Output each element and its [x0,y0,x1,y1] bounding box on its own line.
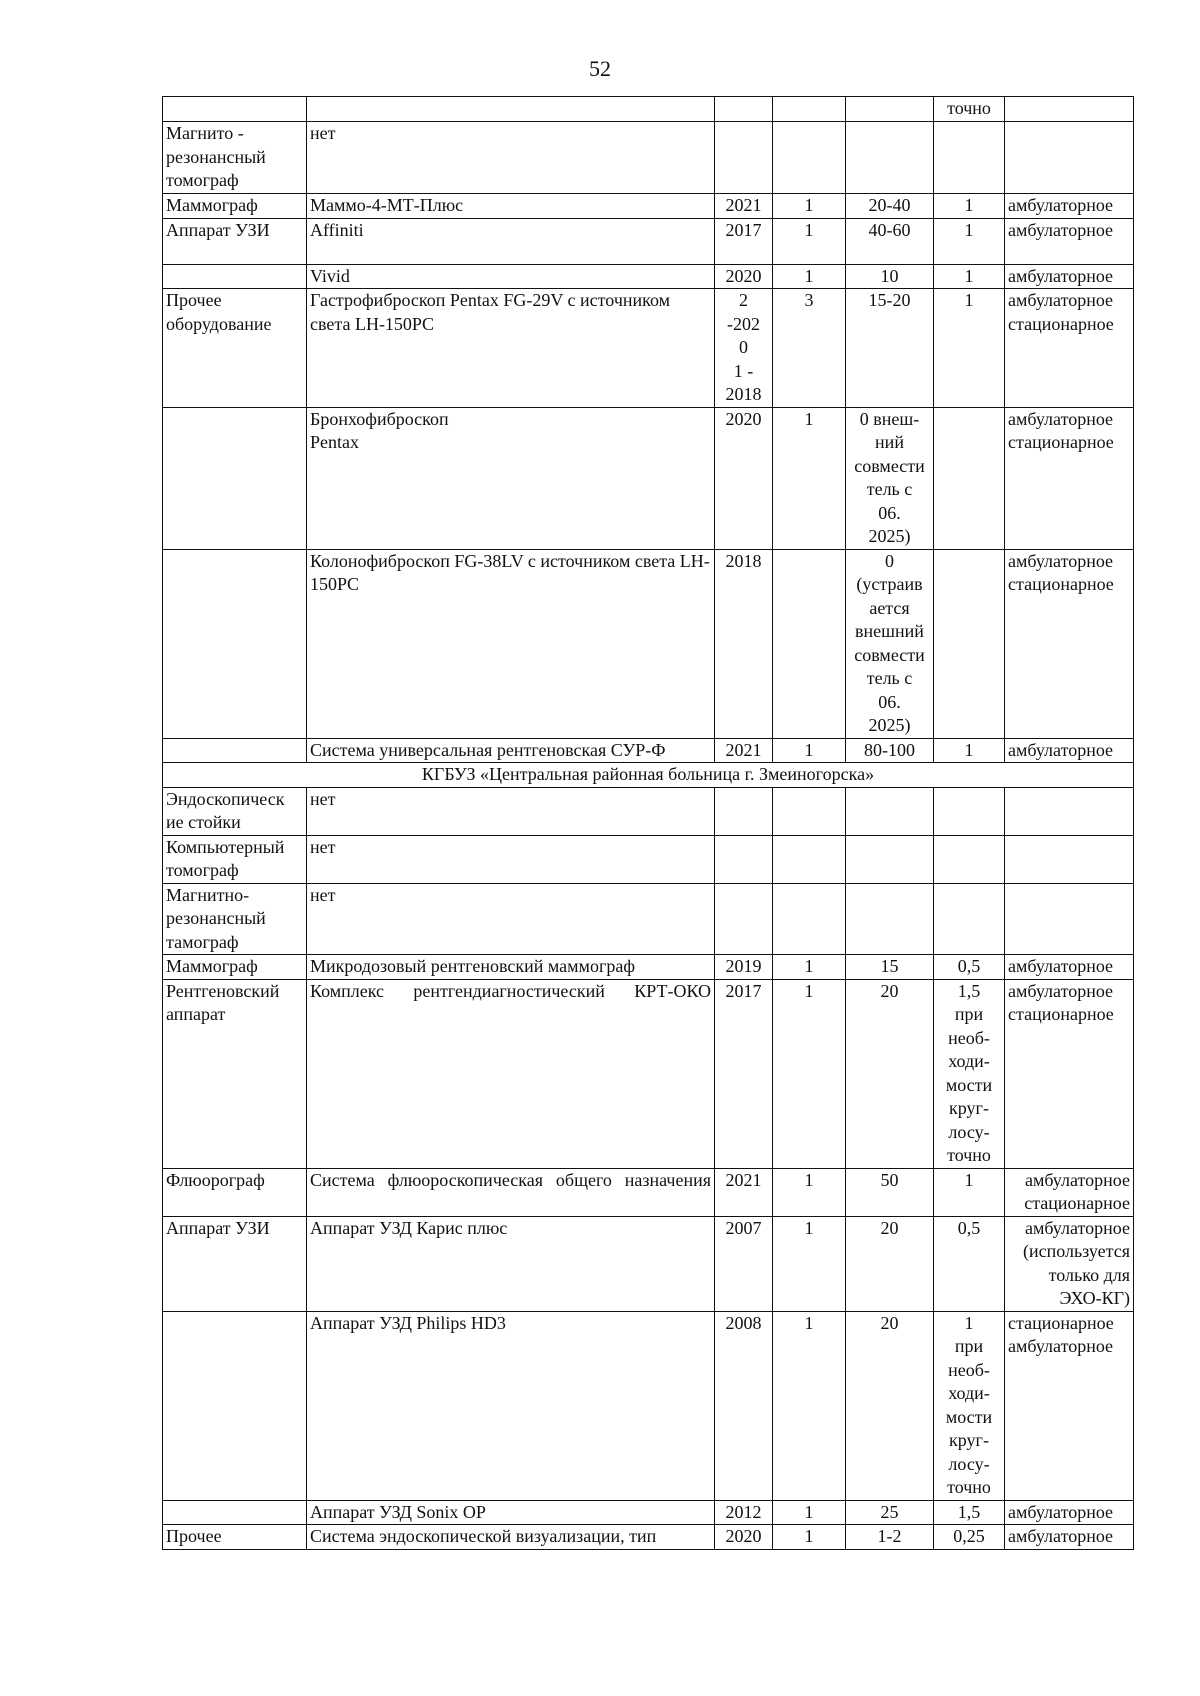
cell-mode: амбулаторное [1005,738,1134,763]
table-row [163,549,1134,738]
cell-year: 2007 [715,1216,773,1311]
cell-load: 25 [846,1500,934,1525]
cell-load [846,97,934,122]
cell-model: Система универсальная рентгеновская СУР-Ф [307,738,715,763]
cell-load: 50 [846,1168,934,1216]
cell-type [163,97,307,122]
cell-year: 2017 [715,979,773,1168]
table-row [163,218,1134,264]
cell-type: Маммограф [163,194,307,219]
cell-mode [1005,835,1134,883]
cell-model: нет [307,883,715,955]
table-row [163,264,1134,289]
table-row [163,194,1134,219]
cell-model [307,97,715,122]
cell-count: 1 [773,264,846,289]
cell-load: 1-2 [846,1525,934,1550]
cell-model: Микродозовый рентгеновский маммограф [307,955,715,980]
cell-year: 2012 [715,1500,773,1525]
cell-shift: 0,5 [934,955,1005,980]
cell-count: 1 [773,1500,846,1525]
cell-shift [934,835,1005,883]
cell-model: Аппарат УЗД Карис плюс [307,1216,715,1311]
cell-year: 2021 [715,738,773,763]
cell-count: 1 [773,194,846,219]
cell-year: 2019 [715,955,773,980]
cell-year: 2008 [715,1311,773,1500]
cell-count: 3 [773,289,846,408]
cell-shift: 0,5 [934,1216,1005,1311]
cell-shift: 1 [934,289,1005,408]
cell-model: Affiniti [307,218,715,264]
cell-count: 1 [773,218,846,264]
cell-mode: амбулаторное [1005,1525,1134,1550]
cell-type [163,407,307,549]
cell-model: Vivid [307,264,715,289]
cell-mode: амбулаторное стационарное [1005,1168,1134,1216]
cell-type: Прочее оборудование [163,289,307,408]
cell-shift [934,549,1005,738]
cell-mode: амбулаторное (используется только для ЭХО-КГ) [1005,1216,1134,1311]
table-row [163,763,1134,788]
cell-count [773,835,846,883]
cell-mode: амбулаторное [1005,264,1134,289]
cell-year [715,883,773,955]
cell-count [773,883,846,955]
cell-type: Флюорограф [163,1168,307,1216]
cell-load: 20 [846,979,934,1168]
table-row [163,1216,1134,1311]
cell-type [163,738,307,763]
cell-type: Аппарат УЗИ [163,218,307,264]
table-row [163,407,1134,549]
cell-year [715,97,773,122]
cell-count: 1 [773,955,846,980]
cell-model: нет [307,122,715,194]
cell-shift: 1 при необ- ходи- мости круг- лосу- точно [934,1311,1005,1500]
cell-type: Компьютерный томограф [163,835,307,883]
cell-year: 2021 [715,194,773,219]
cell-year: 2 -202 0 1 - 2018 [715,289,773,408]
cell-year [715,122,773,194]
cell-load: 20 [846,1311,934,1500]
cell-load [846,835,934,883]
cell-shift: 1 [934,264,1005,289]
cell-load: 20 [846,1216,934,1311]
cell-model: Аппарат УЗД Philips HD3 [307,1311,715,1500]
cell-type [163,1500,307,1525]
cell-type [163,549,307,738]
cell-load: 0 (устраив ается внешний совмести тель с 06. 2025) [846,549,934,738]
table-row [163,787,1134,835]
cell-load: 10 [846,264,934,289]
cell-count: 1 [773,979,846,1168]
cell-shift: 1 [934,1168,1005,1216]
cell-load: 20-40 [846,194,934,219]
cell-count: 1 [773,1216,846,1311]
cell-shift: 1 [934,194,1005,219]
cell-model: Аппарат УЗД Sonix OP [307,1500,715,1525]
cell-mode: амбулаторное [1005,1500,1134,1525]
table-row [163,97,1134,122]
cell-mode: амбулаторное [1005,218,1134,264]
cell-load: 0 внеш- ний совмести тель с 06. 2025) [846,407,934,549]
cell-mode: амбулаторное [1005,194,1134,219]
table-row [163,1500,1134,1525]
cell-type: Эндоскопическ ие стойки [163,787,307,835]
cell-load: 15 [846,955,934,980]
cell-year [715,787,773,835]
cell-model: Комплекс рентгендиагностический КРТ-ОКО [307,979,715,1168]
table-row [163,835,1134,883]
table-row [163,289,1134,408]
table-row [163,979,1134,1168]
cell-shift: 1 [934,738,1005,763]
table-row [163,738,1134,763]
cell-load [846,122,934,194]
cell-type [163,1311,307,1500]
cell-count: 1 [773,738,846,763]
cell-mode: амбулаторное [1005,955,1134,980]
cell-type: Магнитно- резонансный тамограф [163,883,307,955]
organization-header: КГБУЗ «Центральная районная больница г. Змеиногорска» [163,763,1134,788]
cell-load: 15-20 [846,289,934,408]
cell-mode: амбулаторное стационарное [1005,289,1134,408]
cell-model: Колонофиброскоп FG-38LV с источником света LH-150PC [307,549,715,738]
table-row [163,1168,1134,1216]
cell-shift: точно [934,97,1005,122]
cell-mode [1005,883,1134,955]
table-row [163,1525,1134,1550]
cell-count [773,97,846,122]
cell-count [773,549,846,738]
cell-count: 1 [773,1168,846,1216]
cell-mode: амбулаторное стационарное [1005,549,1134,738]
cell-year: 2020 [715,264,773,289]
cell-shift [934,883,1005,955]
cell-year: 2020 [715,407,773,549]
cell-type [163,264,307,289]
cell-type: Рентгеновский аппарат [163,979,307,1168]
page-number: 52 [589,56,611,81]
cell-load: 40-60 [846,218,934,264]
cell-model: Бронхофиброскоп Pentax [307,407,715,549]
cell-shift: 1,5 [934,1500,1005,1525]
cell-model: нет [307,835,715,883]
cell-year [715,835,773,883]
cell-type: Маммограф [163,955,307,980]
cell-shift [934,122,1005,194]
cell-model: Гастрофиброскоп Pentax FG-29V с источником света LH-150PC [307,289,715,408]
cell-model: Маммо-4-МТ-Плюс [307,194,715,219]
table-row [163,883,1134,955]
cell-shift: 1 [934,218,1005,264]
cell-model: Система эндоскопической визуализации, тип [307,1525,715,1550]
cell-shift [934,787,1005,835]
table-row [163,1311,1134,1500]
cell-count: 1 [773,1311,846,1500]
cell-mode: амбулаторное стационарное [1005,407,1134,549]
cell-mode: стационарное амбулаторное [1005,1311,1134,1500]
cell-type: Прочее [163,1525,307,1550]
cell-year: 2021 [715,1168,773,1216]
cell-load: 80-100 [846,738,934,763]
cell-type: Магнито - резонансный томограф [163,122,307,194]
cell-load [846,883,934,955]
table-row [163,122,1134,194]
cell-shift: 0,25 [934,1525,1005,1550]
cell-model: Система флюороскопическая общего назначения [307,1168,715,1216]
cell-year: 2017 [715,218,773,264]
cell-count [773,122,846,194]
cell-mode: амбулаторное стационарное [1005,979,1134,1168]
cell-load [846,787,934,835]
cell-year: 2018 [715,549,773,738]
cell-count [773,787,846,835]
cell-mode [1005,97,1134,122]
cell-count: 1 [773,407,846,549]
cell-type: Аппарат УЗИ [163,1216,307,1311]
cell-shift: 1,5 при необ- ходи- мости круг- лосу- точно [934,979,1005,1168]
cell-mode [1005,122,1134,194]
cell-mode [1005,787,1134,835]
equipment-table [162,96,1134,1550]
cell-shift [934,407,1005,549]
cell-year: 2020 [715,1525,773,1550]
cell-count: 1 [773,1525,846,1550]
table-row [163,955,1134,980]
cell-model: нет [307,787,715,835]
